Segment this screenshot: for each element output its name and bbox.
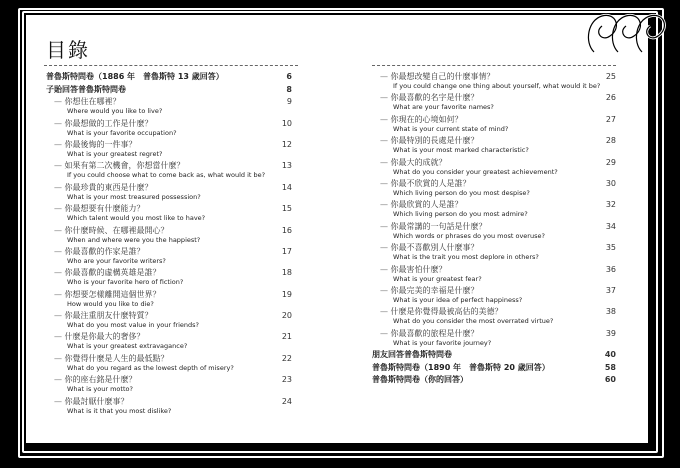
question-chinese [54, 226, 292, 236]
binder-rings-icon [580, 2, 676, 62]
question-chinese-text: 你的座右銘是什麼？ [64, 375, 137, 385]
toc-question-entry[interactable] [46, 140, 292, 159]
question-english: What is your greatest regret? [67, 149, 163, 158]
question-english: What do you consider your greatest achievement? [393, 167, 558, 176]
question-chinese [380, 115, 616, 125]
leader-dash: — [54, 118, 65, 128]
title-divider-left [44, 65, 298, 66]
question-chinese [54, 119, 292, 129]
question-english: What is your favorite journey? [393, 338, 492, 347]
page-number: 58 [604, 362, 616, 372]
leader-dash: — [380, 264, 391, 274]
page-number: 25 [605, 72, 616, 81]
question-english: What do you consider the most overrated virtue? [393, 317, 554, 326]
leader-dash: — [54, 139, 65, 149]
question-chinese [380, 179, 616, 189]
question-chinese [380, 93, 616, 103]
leader-dash: — [54, 311, 65, 321]
toc-question-entry[interactable] [372, 307, 616, 326]
leader-dash: — [380, 243, 391, 253]
leader-dash: — [380, 72, 391, 81]
question-chinese-text: 你最喜歡的作家是誰？ [64, 246, 145, 256]
leader-dash: — [380, 157, 391, 167]
leader-dash: — [54, 246, 65, 256]
page-number: 36 [605, 264, 616, 274]
toc-question-entry[interactable] [372, 72, 616, 91]
question-chinese [380, 265, 616, 275]
question-chinese-text: 你最常講的一句話是什麼？ [390, 221, 487, 231]
leader-dash: — [54, 225, 65, 235]
page-number: 37 [605, 285, 616, 295]
question-chinese [54, 268, 292, 278]
page-number: 21 [281, 332, 292, 342]
toc-question-entry[interactable] [46, 397, 292, 416]
question-english: Which talent would you most like to have? [67, 214, 206, 223]
page-number: 29 [605, 157, 616, 167]
question-chinese [54, 332, 292, 342]
page-number: 19 [281, 289, 292, 299]
toc-question-entry[interactable] [372, 136, 616, 155]
question-english: What is your most marked characteristic? [393, 146, 529, 155]
page-number: 16 [281, 225, 292, 235]
page-number: 12 [281, 139, 292, 149]
question-chinese [54, 397, 292, 407]
question-chinese [54, 311, 292, 321]
page-number: 27 [605, 114, 616, 124]
question-chinese-text: 你最後悔的一件事？ [64, 139, 137, 149]
question-chinese-text: 你最完美的幸福是什麼？ [390, 285, 479, 295]
page-number: 32 [605, 200, 616, 210]
section-title: 普魯斯特問卷（1886 年 普魯斯特 13 歲回答） [46, 72, 224, 81]
toc-question-entry[interactable] [46, 311, 292, 330]
question-chinese [380, 329, 616, 339]
toc-question-entry[interactable] [372, 115, 616, 134]
toc-question-entry[interactable] [46, 226, 292, 245]
question-english: What is your current state of mind? [393, 124, 509, 133]
question-chinese-text: 你最不喜歡別人什麼事？ [390, 243, 479, 253]
leader-dash: — [380, 93, 391, 103]
toc-question-entry[interactable] [372, 200, 616, 219]
question-chinese [380, 200, 616, 210]
question-english: Who are your favorite writers? [67, 256, 166, 265]
question-chinese-text: 你現在的心境如何？ [390, 114, 463, 124]
leader-dash: — [54, 396, 65, 406]
question-chinese-text: 你什麼時候、在哪裡最開心？ [64, 225, 169, 235]
question-chinese [54, 204, 292, 214]
leader-dash: — [380, 114, 391, 124]
question-english: What do you most value in your friends? [67, 321, 199, 330]
toc-question-entry[interactable] [46, 161, 292, 180]
page-number: 13 [281, 161, 292, 171]
question-chinese [380, 158, 616, 168]
toc-question-entry[interactable] [372, 265, 616, 284]
section-title: 普魯斯特問卷（1890 年 普魯斯特 20 歲回答） [372, 362, 550, 372]
question-chinese [54, 375, 292, 385]
question-chinese-text: 你最想改變自己的什麼事情？ [390, 72, 495, 81]
toc-question-entry[interactable] [46, 119, 292, 138]
question-chinese-text: 你最想要有什麼能力？ [64, 204, 145, 214]
question-chinese-text: 你最大的成就？ [390, 157, 447, 167]
page-number: 35 [605, 243, 616, 253]
leader-dash: — [54, 204, 65, 214]
toc-question-entry[interactable] [372, 329, 616, 348]
leader-dash: — [54, 289, 65, 299]
page-number: 28 [605, 136, 616, 146]
leader-dash: — [380, 328, 391, 338]
toc-question-entry[interactable] [46, 290, 292, 309]
question-english: What is your greatest extravagance? [67, 342, 188, 351]
toc-question-entry[interactable] [46, 268, 292, 287]
toc-section-entry[interactable] [46, 85, 292, 95]
toc-question-entry[interactable] [372, 222, 616, 241]
section-title: 普魯斯特問卷（你的回答） [372, 375, 468, 385]
question-english: What do you regard as the lowest depth of misery? [67, 363, 234, 372]
question-chinese [54, 140, 292, 150]
question-chinese-text: 你最喜歡的名字是什麼？ [390, 93, 479, 103]
question-chinese-text: 你最珍貴的東西是什麼？ [64, 182, 153, 192]
toc-question-entry[interactable] [372, 179, 616, 198]
page-number: 18 [281, 268, 292, 278]
page-number: 30 [605, 178, 616, 188]
question-chinese-text: 你最想做的工作是什麼？ [64, 118, 153, 128]
question-english: How would you like to die? [67, 299, 154, 308]
leader-dash: — [380, 136, 391, 146]
leader-dash: — [380, 200, 391, 210]
question-chinese-text: 你最注重朋友什麼特質？ [64, 311, 153, 321]
question-chinese-text: 如果有第二次機會，你想當什麼？ [64, 161, 185, 171]
toc-question-entry[interactable] [372, 243, 616, 262]
toc-section-entry[interactable] [46, 72, 292, 82]
question-english: What is your greatest fear? [393, 274, 482, 283]
question-english: Which living person do you most admire? [393, 210, 528, 219]
question-chinese [54, 290, 292, 300]
question-chinese-text: 你想住在哪裡？ [64, 97, 121, 107]
question-chinese [54, 183, 292, 193]
question-english: What are your favorite names? [393, 103, 494, 112]
leader-dash: — [380, 307, 391, 317]
toc-question-entry[interactable] [372, 286, 616, 305]
question-english: What is it that you most dislike? [67, 406, 172, 415]
leader-dash: — [54, 97, 65, 107]
question-english: Who is your favorite hero of fiction? [67, 278, 184, 287]
page-number: 20 [281, 311, 292, 321]
question-chinese-text: 你最喜歡的虛構英雄是誰？ [64, 268, 161, 278]
page-number: 39 [605, 328, 616, 338]
page-number: 38 [605, 307, 616, 317]
question-chinese [380, 286, 616, 296]
page-number: 9 [286, 97, 292, 107]
question-chinese-text: 你最不欣賞的人是誰？ [390, 178, 471, 188]
page-number: 8 [286, 84, 292, 94]
toc-column-left [46, 72, 292, 418]
page-number: 10 [281, 118, 292, 128]
toc-question-entry[interactable] [372, 93, 616, 112]
question-chinese-text: 你最欣賞的人是誰？ [390, 200, 463, 210]
page-number: 26 [605, 93, 616, 103]
question-chinese [380, 136, 616, 146]
page-number: 60 [604, 375, 616, 385]
question-chinese [54, 247, 292, 257]
toc-question-entry[interactable] [46, 332, 292, 351]
toc-question-entry[interactable] [46, 354, 292, 373]
question-chinese-text: 你最特別的長處是什麼？ [390, 136, 479, 146]
leader-dash: — [54, 182, 65, 192]
page-number: 15 [281, 204, 292, 214]
leader-dash: — [380, 178, 391, 188]
question-english: Which words or phrases do you most overuse? [393, 231, 545, 240]
question-english: If you could choose what to come back as, what would it be? [67, 171, 266, 180]
page-number: 6 [286, 72, 292, 81]
question-english: What is your idea of perfect happiness? [393, 295, 523, 304]
question-chinese-text: 你覺得什麼是人生的最低點？ [64, 353, 169, 363]
question-english: When and where were you the happiest? [67, 235, 201, 244]
question-chinese [380, 243, 616, 253]
page-number: 24 [281, 396, 292, 406]
leader-dash: — [54, 375, 65, 385]
section-title: 朋友回答普魯斯特問卷 [372, 350, 452, 360]
question-english: What is the trait you most deplore in others? [393, 253, 539, 262]
question-chinese-text: 你想要怎樣離開這個世界？ [64, 289, 161, 299]
question-chinese-text: 你最討厭什麼事？ [64, 396, 129, 406]
question-chinese [54, 354, 292, 364]
question-english: What is your favorite occupation? [67, 128, 177, 137]
section-title: 子貽回答普魯斯特問卷 [46, 84, 126, 94]
question-english: What is your motto? [67, 385, 133, 394]
toc-question-entry[interactable] [46, 204, 292, 223]
leader-dash: — [54, 161, 65, 171]
question-chinese [380, 222, 616, 232]
question-chinese [54, 97, 292, 107]
leader-dash: — [380, 285, 391, 295]
page-number: 14 [281, 182, 292, 192]
toc-question-entry[interactable] [372, 158, 616, 177]
question-english: Which living person do you most despise? [393, 188, 530, 197]
toc-column-right [372, 72, 616, 388]
leader-dash: — [380, 221, 391, 231]
toc-question-entry[interactable] [46, 183, 292, 202]
toc-section-entry[interactable] [372, 375, 616, 385]
toc-section-entry[interactable] [372, 363, 616, 373]
page-number: 22 [281, 353, 292, 363]
title-divider-right [372, 65, 616, 66]
toc-question-entry[interactable] [46, 247, 292, 266]
question-chinese [380, 307, 616, 317]
page-number: 17 [281, 246, 292, 256]
page-number: 34 [605, 221, 616, 231]
question-chinese-text: 你最喜歡的旅程是什麼？ [390, 328, 479, 338]
page-number: 23 [281, 375, 292, 385]
question-chinese [380, 72, 616, 82]
question-chinese-text: 什麼是你最大的奢侈？ [64, 332, 145, 342]
question-chinese [54, 161, 292, 171]
page-title: 目錄 [46, 38, 90, 62]
question-english: If you could change one thing about yourself, what would it be? [393, 82, 601, 90]
leader-dash: — [54, 353, 65, 363]
page-number: 40 [604, 350, 616, 360]
toc-question-entry[interactable] [46, 375, 292, 394]
question-english: What is your most treasured possession? [67, 192, 201, 201]
toc-question-entry[interactable] [46, 97, 292, 116]
leader-dash: — [54, 332, 65, 342]
question-english: Where would you like to live? [67, 107, 163, 116]
leader-dash: — [54, 268, 65, 278]
toc-section-entry[interactable] [372, 350, 616, 360]
question-chinese-text: 什麼是你覺得最被高估的美德？ [390, 307, 503, 317]
question-chinese-text: 你最害怕什麼？ [390, 264, 447, 274]
